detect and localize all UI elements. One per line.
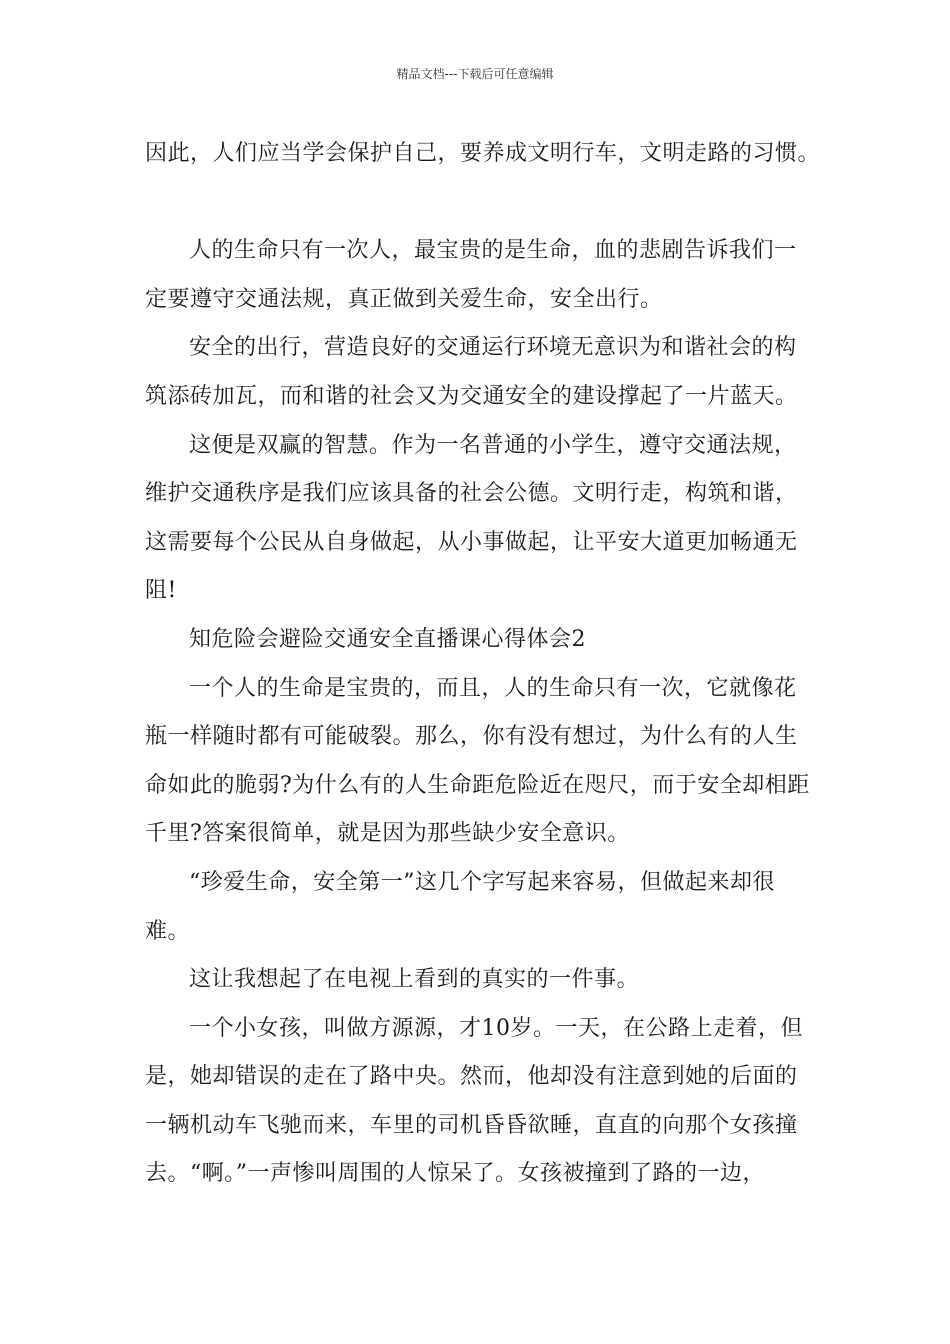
text-line: 一个小女孩，叫做方源源，才10岁。一天，在公路上走着，但 [189,1015,803,1041]
text-line: 千里?答案很简单，就是因为那些缺少安全意识。 [145,821,630,847]
text-line: 这需要每个公民从自身做起，从小事做起，让平安大道更加畅通无 [145,529,798,555]
text-line: 安全的出行，营造良好的交通运行环境无意识为和谐社会的构 [189,335,797,361]
text-line: 阻! [145,578,177,604]
text-line: 维护交通秩序是我们应该具备的社会公德。文明行走，构筑和谐， [145,481,798,507]
text-line: 一辆机动车飞驰而来，车里的司机昏昏欲睡，直直的向那个女孩撞 [145,1112,798,1138]
document-body [145,130,821,1199]
text-line: 难。 [145,918,191,944]
text-line: 因此，人们应当学会保护自己，要养成文明行车，文明走路的习惯。 [145,141,821,166]
text-line: 命如此的脆弱?为什么有的人生命距危险近在咫尺，而于安全却相距 [145,772,810,798]
text-line: 知危险会避险交通安全直播课心得体会2 [189,626,586,652]
text-line: 去。“啊。”一声惨叫周围的人惊呆了。女孩被撞到了路的一边， [145,1161,765,1187]
text-line: 筑添砖加瓦，而和谐的社会又为交通安全的建设撑起了一片蓝天。 [145,383,798,409]
text-line: 定要遵守交通法规，真正做到关爱生命，安全出行。 [145,286,663,312]
page-header: 精品文档---下载后可任意编辑 [396,67,554,81]
text-line: “珍爱生命，安全第一”这几个字写起来容易，但做起来却很 [189,869,775,895]
text-line: 人的生命只有一次人，最宝贵的是生命，血的悲剧告诉我们一 [189,238,797,264]
text-line: 这便是双赢的智慧。作为一名普通的小学生，遵守交通法规， [189,432,797,458]
text-line: 一个人的生命是宝贵的，而且，人的生命只有一次，它就像花 [189,675,797,701]
paragraph-gap [145,179,815,228]
text-line: 是，她却错误的走在了路中央。然而，他却没有注意到她的后面的 [145,1064,798,1090]
text-line: 这让我想起了在电视上看到的真实的一件事。 [189,967,640,993]
text-line: 瓶一样随时都有可能破裂。那么，你有没有想过，为什么有的人生 [145,724,798,750]
